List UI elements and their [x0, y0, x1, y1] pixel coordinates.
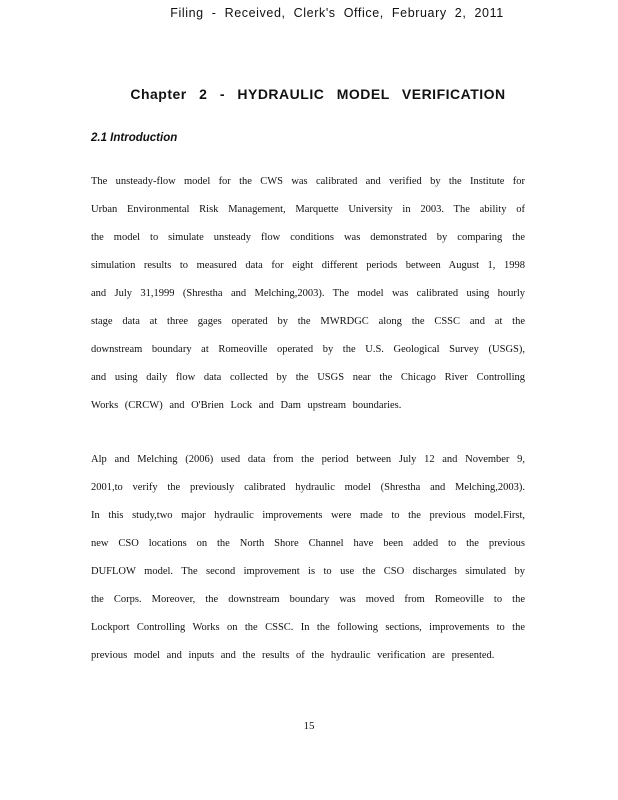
paragraph-line: DUFLOW model. The second improvement is to use the CSO discharges simulated by	[91, 566, 525, 577]
paragraph-line: the Corps. Moreover, the downstream boundary was moved from Romeoville to the	[91, 594, 525, 605]
page-number: 15	[303, 720, 315, 732]
paragraph-line: In this study,two major hydraulic improvements were made to the previous model.First,	[91, 510, 525, 521]
paragraph-line: simulation results to measured data for eight different periods between August 1, 1998	[91, 260, 525, 271]
paragraph-line: Urban Environmental Risk Management, Marquette University in 2003. The ability of	[91, 204, 525, 215]
paragraph-line: 2001,to verify the previously calibrated hydraulic model (Shrestha and Melching,2003).	[91, 482, 525, 493]
paragraph-line: The unsteady-flow model for the CWS was calibrated and verified by the Institute for	[91, 176, 525, 187]
paragraph-verification	[91, 453, 525, 677]
paragraph-line: Alp and Melching (2006) used data from the period between July 12 and November 9,	[91, 454, 525, 465]
paragraph-line: downstream boundary at Romeoville operated by the U.S. Geological Survey (USGS),	[91, 344, 525, 355]
paragraph-line: new CSO locations on the North Shore Channel have been added to the previous	[91, 538, 525, 549]
chapter-title: Chapter 2 - HYDRAULIC MODEL VERIFICATION	[130, 86, 506, 102]
section-heading: 2.1 Introduction	[91, 132, 178, 144]
paragraph-line: Works (CRCW) and O'Brien Lock and Dam upstream boundaries.	[91, 400, 402, 411]
paragraph-line: and using daily flow data collected by the USGS near the Chicago River Controlling	[91, 372, 525, 383]
filing-header: Filing - Received, Clerk's Office, February 2, 2011	[170, 6, 504, 20]
paragraph-line: stage data at three gages operated by the MWRDGC along the CSSC and at the	[91, 316, 525, 327]
paragraph-line: and July 31,1999 (Shrestha and Melching,2003). The model was calibrated using hourly	[91, 288, 525, 299]
paragraph-line: previous model and inputs and the results of the hydraulic verification are presented.	[91, 650, 495, 661]
paragraph-introduction	[91, 175, 525, 427]
paragraph-line: the model to simulate unsteady flow conditions was demonstrated by comparing the	[91, 232, 525, 243]
paragraph-line: Lockport Controlling Works on the CSSC. In the following sections, improvements to the	[91, 622, 525, 633]
